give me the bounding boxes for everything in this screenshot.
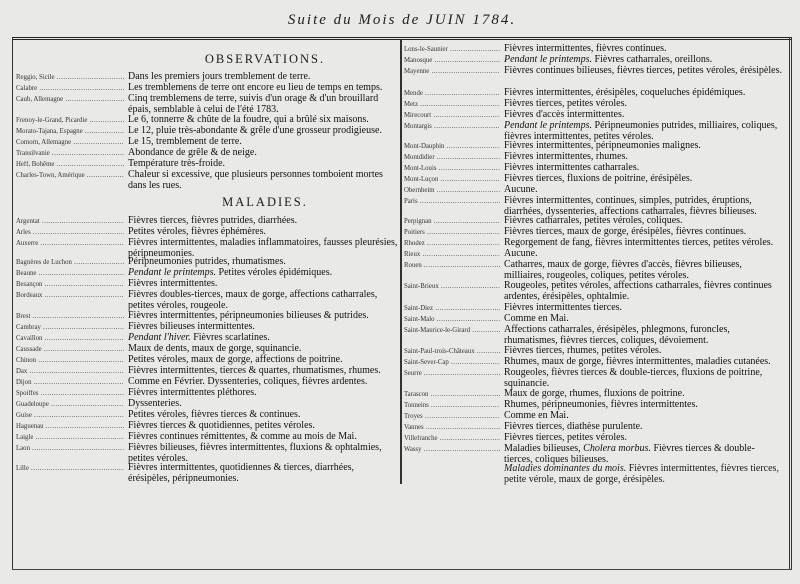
entry-text [504, 216, 782, 227]
entry-body: Le 6, tonnerre & chûte de la foudre, qui a brûlé six maisons. [128, 114, 369, 125]
page-header: Suite du Mois de JUIN 1784. [287, 12, 517, 28]
place-name: Calabre ..... [16, 85, 124, 93]
entry-body: Le 12, pluie très-abondante & grêle d'une grosseur prodigieuse. [128, 125, 382, 136]
place-name: Brest ..... [16, 313, 124, 321]
entry-text [504, 281, 782, 302]
entry-text [128, 355, 398, 366]
entry-body: Fièvres intermittentes, quotidiennes & tierces, diarrhées, érésipèles, péripneumonies. [128, 462, 355, 484]
place-name: Obernheim ..... [404, 187, 500, 195]
entry-body: Péripneumonies putrides, rhumatismes. [128, 256, 286, 267]
place-name: Bagnères de Luchon ..... [16, 259, 124, 267]
dominant-text: Fièvres intermittentes, fièvres tierces, petite vérole, maux de gorge, érésipèles. [504, 463, 779, 485]
place-name: Lons-le-Saunier ..... [404, 46, 500, 54]
entry-body: Fièvres intermittentes, péripneumonies bilieuses & putrides. [128, 310, 369, 321]
place-name: Seurre ..... [404, 370, 500, 378]
place-name: Saint-Paul-trois-Châteaux ..... [404, 348, 500, 356]
entry-text [504, 325, 782, 346]
frame-left-rule [12, 37, 13, 570]
entry-body: Fièvres intermittentes, rhumes. [504, 151, 628, 162]
entry-text [504, 88, 782, 99]
entry-text [504, 121, 782, 142]
frame-right-rule [789, 37, 792, 570]
entry-text [504, 400, 782, 411]
entry-body: Le 15, tremblement de terre. [128, 136, 242, 147]
entry-body: Fièvres continues bilieuses, fièvres tierces, petites véroles, érésipèles. [504, 65, 782, 76]
entry-body: Fièvres tierces & quotidiennes, petites véroles. [128, 420, 315, 431]
entry-body: Petites véroles, fièvres éphémères. [128, 226, 267, 237]
entry-body: Petites véroles épidémiques. [216, 267, 333, 278]
place-name: Tonneins ..... [404, 402, 500, 410]
place-name: Guadeloupe ..... [16, 401, 124, 409]
entry-body: Chaleur si excessive, que plusieurs personnes tomboient mortes dans les rues. [128, 169, 383, 191]
place-name: Guise ..... [16, 412, 124, 420]
entry-body: Aucune. [504, 184, 538, 195]
dominant-diseases [504, 463, 784, 485]
entry-body: Fièvres continues rémittentes, & comme au mois de Mai. [128, 431, 357, 442]
place-name: Charles-Town, Amérique ..... [16, 172, 124, 180]
place-name: Laon ..... [16, 445, 124, 453]
place-name: Dax ..... [16, 368, 124, 376]
place-name: Caub, Allemagne ..... [16, 96, 124, 104]
entry-text [504, 238, 782, 249]
place-name: Haguenau ..... [16, 423, 124, 431]
entry-body-2: Fièvres tierces & double-tierces, coliques bilieuses. [504, 443, 755, 465]
entry-body: Aucune. [504, 248, 538, 259]
place-name: Lille ..... [16, 465, 124, 473]
entry-body: Fièvres doubles-tierces, maux de gorge, affections catharrales, petites véroles, rougeole. [128, 289, 378, 311]
entry-text [504, 249, 782, 260]
entry-body: Fièvres tierces, fluxions de poitrine, érésipèles. [504, 173, 693, 184]
place-name: Manosque ..... [404, 57, 500, 65]
entry-text [128, 268, 398, 279]
place-name: Transilvanie ..... [16, 150, 124, 158]
entry-body: Fièvres tierces, maux de gorge, érésipèles, fièvres continues. [504, 226, 747, 237]
entry-text [128, 94, 398, 115]
entry-text [504, 444, 782, 465]
entry-body: Fièvres catharrales, petites véroles, coliques. [504, 215, 683, 226]
entry-text [504, 368, 782, 389]
entry-text [504, 55, 782, 66]
entry-body: Affections catharrales, érésipèles, phlegmons, furoncles, rhumatismes, fièvres tierces, coliques, dévoiement. [504, 324, 730, 346]
entry-body: Rougeoles, petites véroles, affections catharrales, fièvres continues ardentes, érésipèles, ophtalmie. [504, 280, 772, 302]
entry-body: Comme en Mai. [504, 410, 569, 421]
entry-text [128, 410, 398, 421]
entry-text [504, 185, 782, 196]
place-name: Saint-Malo ..... [404, 316, 500, 324]
place-name: Mont-Dauphin ..... [404, 143, 500, 151]
entry-body: Rhumes, maux de gorge, fièvres intermittentes, maladies cutanées. [504, 356, 771, 367]
entry-body: Maladies bilieuses, [504, 443, 584, 454]
entry-text [504, 411, 782, 422]
dominant-lead: Maladies dominantes du mois. [504, 463, 627, 474]
entry-lead: Pendant l'hiver. [128, 332, 191, 343]
place-name: Mayenne ..... [404, 68, 500, 76]
entry-text [128, 443, 398, 464]
entry-text [128, 344, 398, 355]
place-name: Saint-Brieux ..... [404, 283, 500, 291]
place-name: Beaune ..... [16, 270, 124, 278]
place-name: Auxerre ..... [16, 240, 124, 248]
place-name: Vannes ..... [404, 424, 500, 432]
entry-text [504, 66, 782, 77]
entry-body: Fièvres intermittentes tierces. [504, 302, 623, 313]
entry-body: Péripneumonies putrides, milliaires, coliques, fièvres intermittentes, petites véroles. [504, 120, 778, 142]
place-name: Saint-Diez ..... [404, 305, 500, 313]
entry-text [504, 44, 782, 55]
entry-body: Fièvres tierces, rhumes, petites véroles. [504, 345, 662, 356]
place-name: Reggio, Sicile ..... [16, 74, 124, 82]
entry-text [128, 399, 398, 410]
entry-text [504, 196, 782, 217]
column-divider [400, 40, 402, 484]
entry-text [128, 126, 398, 137]
place-name: Villefranche ..... [404, 435, 500, 443]
place-name: Rieux ..... [404, 251, 500, 259]
place-name: Tarascon ..... [404, 391, 500, 399]
entry-text [504, 99, 782, 110]
entry-text [128, 216, 398, 227]
entry-body: Maux de dents, maux de gorge, squinancie. [128, 343, 302, 354]
entry-text [128, 322, 398, 333]
entry-lead-2: Cholera morbus. [583, 443, 651, 454]
entry-text [128, 115, 398, 126]
entry-body: Fièvres intermittentes, maladies inflammatoires, fausses pleurésies, péripneumonies. [128, 237, 398, 259]
entry-text [128, 72, 398, 83]
entry-text [128, 333, 398, 344]
entry-body: Fièvres bilieuses intermittentes. [128, 321, 255, 332]
entry-lead: Pendant le printemps. [504, 120, 593, 131]
entry-body: Fièvres intermittentes, péripneumonies malignes. [504, 140, 701, 151]
place-name: Saint-Sever-Cap ..... [404, 359, 500, 367]
entry-lead: Pendant le printemps. [504, 54, 593, 65]
entry-text [504, 314, 782, 325]
entry-text [504, 141, 782, 152]
entry-text [504, 110, 782, 121]
entry-text [504, 163, 782, 174]
entry-body: Dans les premiers jours tremblement de terre. [128, 71, 311, 82]
entry-body: Fièvres intermittentes, érésipèles, coqueluches épidémiques. [504, 87, 746, 98]
entry-body: Dyssenteries. [128, 398, 182, 409]
entry-body: Catharres, maux de gorge, fièvres d'accès, fièvres bilieuses, milliaires, rougeoles, coliques, petites véroles. [504, 259, 742, 281]
place-name: Mende ..... [404, 90, 500, 98]
entry-text [128, 463, 398, 484]
place-name: Wassy ..... [404, 446, 500, 454]
place-name: Besançon ..... [16, 281, 124, 289]
place-name: Cavaillon ..... [16, 335, 124, 343]
entry-text [504, 346, 782, 357]
entry-text [128, 421, 398, 432]
place-name: Rouen ..... [404, 262, 500, 270]
entry-body: Comme en Février. Dyssenteries, coliques, fièvres ardentes. [128, 376, 368, 387]
entry-body: Fièvres d'accès intermittentes. [504, 109, 625, 120]
entry-text [128, 311, 398, 322]
entry-body: Fièvres scarlatines. [190, 332, 270, 343]
place-name: Argentat ..... [16, 218, 124, 226]
place-name: Frenoy-le-Grand, Picardie ..... [16, 117, 124, 125]
place-name: Chinon ..... [16, 357, 124, 365]
entry-text [128, 366, 398, 377]
entry-text [504, 422, 782, 433]
entry-body: Rhumes, péripneumonies, fièvres intermittentes. [504, 399, 698, 410]
entry-body: Abondance de grêle & de neige. [128, 147, 257, 158]
entry-text [504, 152, 782, 163]
entry-text [504, 433, 782, 444]
entry-body: Fièvres tierces, petites véroles. [504, 98, 628, 109]
entry-body: Les tremblemens de terre ont encore eu lieu de temps en temps. [128, 82, 383, 93]
entry-body: Petites véroles, fièvres tierces & continues. [128, 409, 301, 420]
frame-top-rule [12, 37, 792, 40]
place-name: Bordeaux ..... [16, 292, 124, 300]
place-name: Comorn, Allemagne ..... [16, 139, 124, 147]
entry-body: Fièvres tierces, fièvres putrides, diarrhées. [128, 215, 298, 226]
place-name: Troyes ..... [404, 413, 500, 421]
entry-text [128, 137, 398, 148]
entry-text [128, 83, 398, 94]
place-name: Metz ..... [404, 101, 500, 109]
entry-body: Cinq tremblemens de terre, suivis d'un orage & d'un brouillard épais, semblable à celui de l'été 1783. [128, 93, 379, 115]
place-name: Montargis ..... [404, 123, 500, 131]
entry-body: Regorgement de fang, fièvres intermittentes tierces, petites véroles. [504, 237, 774, 248]
place-name: Perpignan ..... [404, 218, 500, 226]
place-name: Mont-Louis ..... [404, 165, 500, 173]
place-name: Caussade ..... [16, 346, 124, 354]
entry-body: Fièvres catharrales, oreillons. [592, 54, 713, 65]
entry-text [128, 257, 398, 268]
entry-text [128, 290, 398, 311]
entry-body: Température très-froide. [128, 158, 226, 169]
entry-text [128, 377, 398, 388]
entry-text [504, 227, 782, 238]
entry-body: Comme en Mai. [504, 313, 569, 324]
entry-body: Petites véroles, maux de gorge, affections de poitrine. [128, 354, 343, 365]
place-name: Montdidier ..... [404, 154, 500, 162]
entry-body: Fièvres intermittentes pléthores. [128, 387, 257, 398]
place-name: Rhodez ..... [404, 240, 500, 248]
entry-text [504, 389, 782, 400]
place-name: Cambray ..... [16, 324, 124, 332]
entry-body: Maux de gorge, rhumes, fluxions de poitrine. [504, 388, 685, 399]
maladies-title: MALADIES. [222, 195, 308, 209]
entry-body: Rougeoles, fièvres tierces & double-tierces, fluxions de poitrine, squinancie. [504, 367, 763, 389]
place-name: Laigle ..... [16, 434, 124, 442]
place-name: Saint-Maurice-le-Girard ..... [404, 327, 500, 335]
place-name: Paris ..... [404, 198, 500, 206]
place-name: Heff, Bohême ..... [16, 161, 124, 169]
entry-text [504, 260, 782, 281]
entry-body: Fièvres tierces, diathèse purulente. [504, 421, 643, 432]
place-name: Arles ..... [16, 229, 124, 237]
entry-body: Fièvres tierces, petites véroles. [504, 432, 628, 443]
entry-body: Fièvres bilieuses, fièvres intermittentes, fluxions & ophtalmies, petites véroles. [128, 442, 382, 464]
entry-text [128, 148, 398, 159]
entry-text [128, 432, 398, 443]
entry-lead: Pendant le printemps. [128, 267, 217, 278]
place-name: Mont-Luçon ..... [404, 176, 500, 184]
entry-body: Fièvres intermittentes. [128, 278, 218, 289]
entry-body: Fièvres intermittentes, continues, simples, putrides, éruptions, diarrhées, dyssenteries, affections catharrales, fièvres bilieuses. [504, 195, 757, 217]
place-name: Morato-Tajana, Espagne ..... [16, 128, 124, 136]
entry-text [504, 303, 782, 314]
entry-text [504, 174, 782, 185]
entry-text [504, 357, 782, 368]
place-name: Spoiffes ..... [16, 390, 124, 398]
entry-text [128, 227, 398, 238]
frame-bottom-rule [12, 569, 792, 570]
place-name: Dijon ..... [16, 379, 124, 387]
entry-body: Fièvres intermittentes catharrales. [504, 162, 640, 173]
entry-text [128, 279, 398, 290]
place-name: Poitiers ..... [404, 229, 500, 237]
observations-title: OBSERVATIONS. [204, 52, 326, 66]
entry-text [128, 170, 398, 191]
place-name: Mirecourt ..... [404, 112, 500, 120]
entry-text [128, 159, 398, 170]
entry-body: Fièvres intermittentes, fièvres continues. [504, 43, 667, 54]
entry-text [128, 388, 398, 399]
entry-body: Fièvres intermittentes, tierces & quartes, rhumatismes, rhumes. [128, 365, 381, 376]
